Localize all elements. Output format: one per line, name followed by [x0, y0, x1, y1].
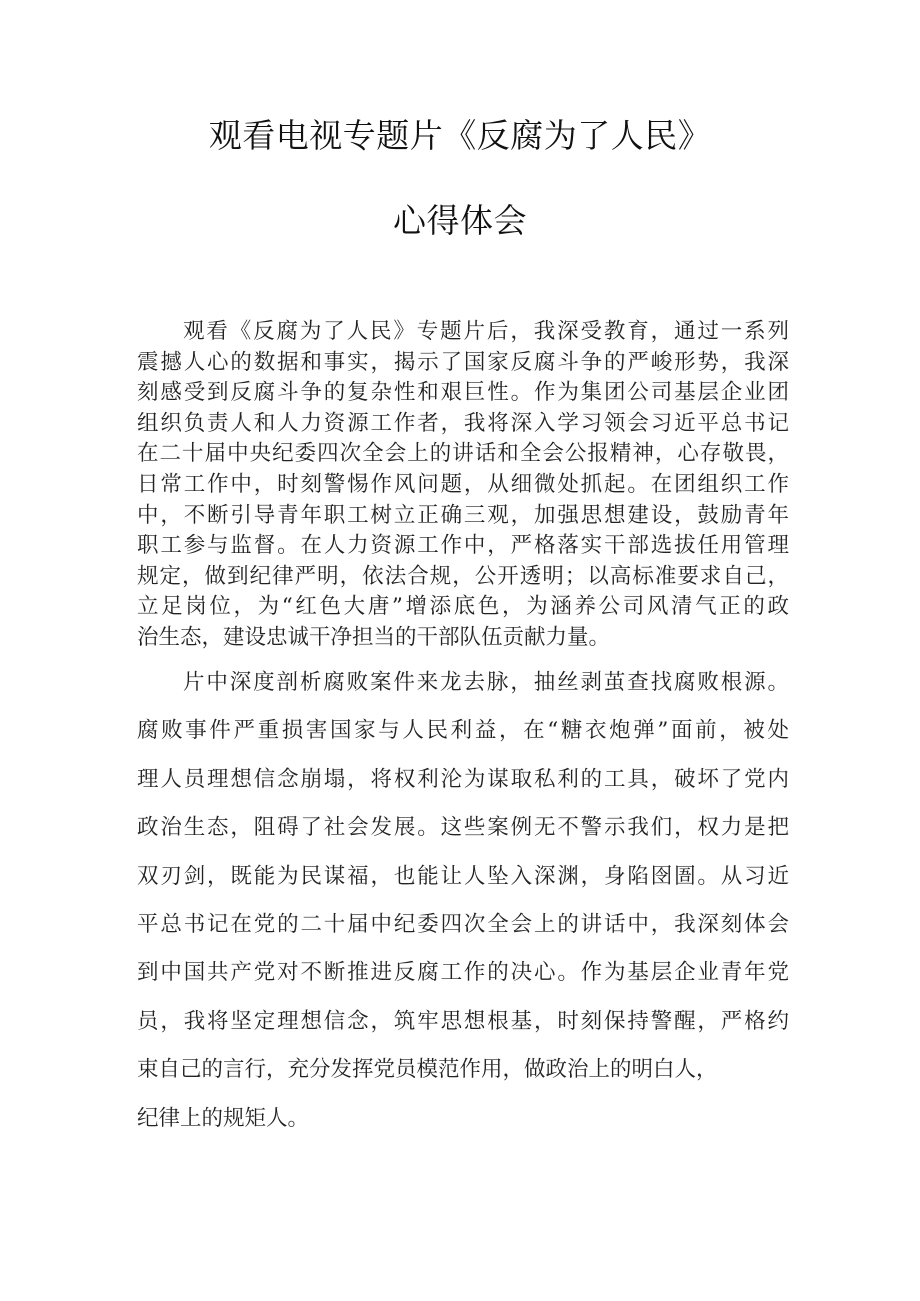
paragraph-line: 治生态，建设忠诚干净担当的干部队伍贡献力量。: [137, 624, 611, 650]
document-title: 观看电视专题片《反腐为了人民》: [208, 116, 712, 155]
paragraph-line: 片中深度剖析腐败案件来龙去脉，抽丝剥茧查找腐败根源。: [183, 670, 789, 695]
paragraph-line: 观看《反腐为了人民》专题片后，我深受教育，通过一系列: [183, 319, 789, 344]
paragraph-line: 政治生态，阻碍了社会发展。这些案例无不警示我们，权力是把: [137, 815, 789, 841]
paragraph-line: 理人员理想信念崩塌，将权利沦为谋取私利的工具，破坏了党内: [137, 766, 789, 792]
document-subtitle: 心得体会: [393, 201, 527, 240]
paragraph-line: 腐败事件严重损害国家与人民利益，在“糖衣炮弹”面前，被处: [137, 718, 789, 744]
paragraph-line: 立足岗位，为“红色大唐”增添底色，为涵养公司风清气正的政: [137, 594, 789, 620]
paragraph-line: 平总书记在党的二十届中纪委四次全会上的讲话中，我深刻体会: [137, 912, 789, 938]
paragraph-line: 震撼人心的数据和事实，揭示了国家反腐斗争的严峻形势，我深: [137, 349, 789, 375]
paragraph-line: 员，我将坚定理想信念，筑牢思想根基，时刻保持警醒，严格约: [137, 1008, 789, 1034]
paragraph-line: 日常工作中，时刻警惕作风问题，从细微处抓起。在团组织工作: [137, 471, 789, 497]
paragraph-line: 职工参与监督。在人力资源工作中，严格落实干部选拔任用管理: [137, 533, 789, 559]
paragraph-line: 在二十届中央纪委四次全会上的讲话和全会公报精神，心存敬畏，: [137, 441, 789, 467]
paragraph-line: 双刃剑，既能为民谋福，也能让人坠入深渊，身陷囹圄。从习近: [137, 863, 789, 889]
paragraph-line: 规定，做到纪律严明，依法合规，公开透明；以高标准要求自己，: [137, 563, 789, 589]
paragraph-line: 组织负责人和人力资源工作者，我将深入学习领会习近平总书记: [137, 410, 789, 436]
paragraph-2: [137, 659, 789, 1143]
paragraph-line: 刻感受到反腐斗争的复杂性和艰巨性。作为集团公司基层企业团: [137, 380, 789, 406]
paragraph-line: 束自己的言行，充分发挥党员模范作用，做政治上的明白人，: [137, 1057, 718, 1083]
paragraph-1: [137, 317, 789, 654]
paragraph-line: 中，不断引导青年职工树立正确三观，加强思想建设，鼓励青年: [137, 502, 789, 528]
paragraph-line: 到中国共产党对不断推进反腐工作的决心。作为基层企业青年党: [137, 960, 789, 986]
paragraph-line: 纪律上的规矩人。: [137, 1105, 310, 1131]
